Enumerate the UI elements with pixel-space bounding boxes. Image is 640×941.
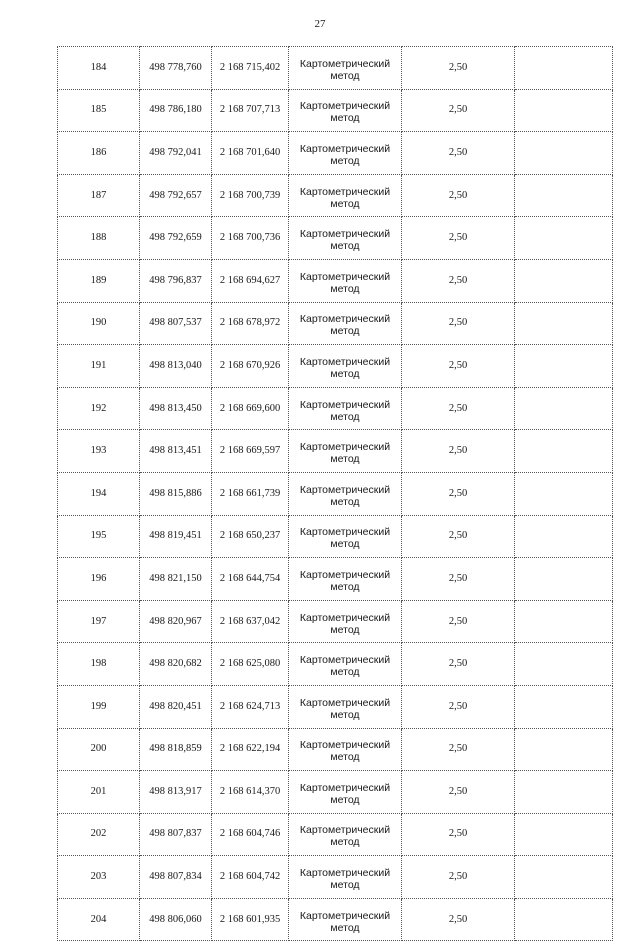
method-label-line-1: Картометрический	[299, 654, 391, 667]
method-label-line-1: Картометрический	[299, 100, 391, 113]
point-number-cell: 204	[58, 898, 140, 941]
page-number: 27	[314, 18, 326, 30]
accuracy-cell: 2,50	[402, 685, 515, 728]
x-coordinate-cell: 498 821,150	[140, 558, 212, 601]
note-cell	[515, 813, 613, 856]
method-cell	[289, 515, 402, 558]
method-cell	[289, 813, 402, 856]
table-row	[58, 600, 613, 643]
method-cell	[289, 259, 402, 302]
coordinates-table-body	[58, 47, 613, 941]
x-coordinate-cell: 498 786,180	[140, 89, 212, 132]
x-coordinate-cell: 498 820,967	[140, 600, 212, 643]
y-coordinate-cell: 2 168 601,935	[212, 898, 289, 941]
point-number-cell: 190	[58, 302, 140, 345]
method-label-line-1: Картометрический	[299, 185, 391, 198]
table-row	[58, 643, 613, 686]
method-cell	[289, 89, 402, 132]
note-cell	[515, 685, 613, 728]
accuracy-cell: 2,50	[402, 302, 515, 345]
table-row	[58, 132, 613, 175]
point-number-cell: 197	[58, 600, 140, 643]
method-label-line-2: метод	[330, 538, 360, 551]
accuracy-cell: 2,50	[402, 813, 515, 856]
table-row	[58, 472, 613, 515]
y-coordinate-cell: 2 168 669,600	[212, 387, 289, 430]
x-coordinate-cell: 498 813,040	[140, 345, 212, 388]
method-label-line-1: Картометрический	[299, 739, 391, 752]
table-row	[58, 558, 613, 601]
method-cell	[289, 472, 402, 515]
x-coordinate-cell: 498 796,837	[140, 259, 212, 302]
method-label-line-1: Картометрический	[299, 867, 391, 880]
table-row	[58, 345, 613, 388]
accuracy-cell: 2,50	[402, 387, 515, 430]
method-cell	[289, 345, 402, 388]
point-number-cell: 193	[58, 430, 140, 473]
x-coordinate-cell: 498 807,834	[140, 856, 212, 899]
method-cell	[289, 132, 402, 175]
x-coordinate-cell: 498 813,451	[140, 430, 212, 473]
y-coordinate-cell: 2 168 624,713	[212, 685, 289, 728]
table-row	[58, 217, 613, 260]
point-number-cell: 186	[58, 132, 140, 175]
method-label-line-1: Картометрический	[299, 568, 391, 581]
note-cell	[515, 515, 613, 558]
note-cell	[515, 856, 613, 899]
y-coordinate-cell: 2 168 701,640	[212, 132, 289, 175]
table-row	[58, 89, 613, 132]
method-label-line-2: метод	[330, 623, 360, 636]
method-label-line-2: метод	[330, 836, 360, 849]
y-coordinate-cell: 2 168 715,402	[212, 47, 289, 90]
method-label-line-2: метод	[330, 112, 360, 125]
method-cell	[289, 430, 402, 473]
point-number-cell: 194	[58, 472, 140, 515]
y-coordinate-cell: 2 168 669,597	[212, 430, 289, 473]
note-cell	[515, 472, 613, 515]
accuracy-cell: 2,50	[402, 558, 515, 601]
point-number-cell: 184	[58, 47, 140, 90]
point-number-cell: 195	[58, 515, 140, 558]
x-coordinate-cell: 498 820,451	[140, 685, 212, 728]
note-cell	[515, 132, 613, 175]
y-coordinate-cell: 2 168 644,754	[212, 558, 289, 601]
table-row	[58, 47, 613, 90]
point-number-cell: 188	[58, 217, 140, 260]
method-label-line-1: Картометрический	[299, 483, 391, 496]
coordinates-table	[57, 46, 613, 941]
x-coordinate-cell: 498 807,537	[140, 302, 212, 345]
method-label-line-2: метод	[330, 666, 360, 679]
x-coordinate-cell: 498 818,859	[140, 728, 212, 771]
method-label-line-2: метод	[330, 197, 360, 210]
method-cell	[289, 685, 402, 728]
accuracy-cell: 2,50	[402, 174, 515, 217]
method-label-line-1: Картометрический	[299, 355, 391, 368]
accuracy-cell: 2,50	[402, 259, 515, 302]
y-coordinate-cell: 2 168 604,746	[212, 813, 289, 856]
accuracy-cell: 2,50	[402, 47, 515, 90]
x-coordinate-cell: 498 815,886	[140, 472, 212, 515]
accuracy-cell: 2,50	[402, 472, 515, 515]
y-coordinate-cell: 2 168 625,080	[212, 643, 289, 686]
note-cell	[515, 174, 613, 217]
method-label-line-2: метод	[330, 325, 360, 338]
method-cell	[289, 643, 402, 686]
y-coordinate-cell: 2 168 700,739	[212, 174, 289, 217]
accuracy-cell: 2,50	[402, 515, 515, 558]
accuracy-cell: 2,50	[402, 132, 515, 175]
note-cell	[515, 217, 613, 260]
y-coordinate-cell: 2 168 700,736	[212, 217, 289, 260]
note-cell	[515, 558, 613, 601]
method-label-line-1: Картометрический	[299, 611, 391, 624]
method-cell	[289, 856, 402, 899]
method-label-line-1: Картометрический	[299, 228, 391, 241]
method-cell	[289, 217, 402, 260]
y-coordinate-cell: 2 168 694,627	[212, 259, 289, 302]
method-label-line-2: метод	[330, 495, 360, 508]
accuracy-cell: 2,50	[402, 898, 515, 941]
method-label-line-1: Картометрический	[299, 313, 391, 326]
note-cell	[515, 728, 613, 771]
method-label-line-1: Картометрический	[299, 696, 391, 709]
point-number-cell: 198	[58, 643, 140, 686]
note-cell	[515, 643, 613, 686]
accuracy-cell: 2,50	[402, 643, 515, 686]
point-number-cell: 202	[58, 813, 140, 856]
x-coordinate-cell: 498 806,060	[140, 898, 212, 941]
point-number-cell: 192	[58, 387, 140, 430]
note-cell	[515, 47, 613, 90]
method-label-line-2: метод	[330, 879, 360, 892]
note-cell	[515, 430, 613, 473]
x-coordinate-cell: 498 807,837	[140, 813, 212, 856]
method-label-line-1: Картометрический	[299, 909, 391, 922]
method-label-line-1: Картометрический	[299, 270, 391, 283]
method-cell	[289, 174, 402, 217]
table-row	[58, 685, 613, 728]
point-number-cell: 187	[58, 174, 140, 217]
y-coordinate-cell: 2 168 670,926	[212, 345, 289, 388]
point-number-cell: 191	[58, 345, 140, 388]
y-coordinate-cell: 2 168 678,972	[212, 302, 289, 345]
accuracy-cell: 2,50	[402, 728, 515, 771]
accuracy-cell: 2,50	[402, 345, 515, 388]
note-cell	[515, 302, 613, 345]
method-label-line-1: Картометрический	[299, 398, 391, 411]
y-coordinate-cell: 2 168 661,739	[212, 472, 289, 515]
point-number-cell: 199	[58, 685, 140, 728]
method-cell	[289, 771, 402, 814]
accuracy-cell: 2,50	[402, 600, 515, 643]
accuracy-cell: 2,50	[402, 856, 515, 899]
table-row	[58, 813, 613, 856]
method-label-line-2: метод	[330, 921, 360, 934]
y-coordinate-cell: 2 168 604,742	[212, 856, 289, 899]
method-label-line-2: метод	[330, 282, 360, 295]
note-cell	[515, 345, 613, 388]
method-label-line-1: Картометрический	[299, 57, 391, 70]
method-label-line-2: метод	[330, 708, 360, 721]
method-label-line-2: метод	[330, 453, 360, 466]
point-number-cell: 196	[58, 558, 140, 601]
x-coordinate-cell: 498 820,682	[140, 643, 212, 686]
method-label-line-2: метод	[330, 793, 360, 806]
y-coordinate-cell: 2 168 650,237	[212, 515, 289, 558]
x-coordinate-cell: 498 819,451	[140, 515, 212, 558]
table-row	[58, 515, 613, 558]
method-label-line-1: Картометрический	[299, 441, 391, 454]
method-cell	[289, 302, 402, 345]
note-cell	[515, 600, 613, 643]
method-cell	[289, 600, 402, 643]
point-number-cell: 200	[58, 728, 140, 771]
y-coordinate-cell: 2 168 637,042	[212, 600, 289, 643]
point-number-cell: 203	[58, 856, 140, 899]
table-row	[58, 174, 613, 217]
x-coordinate-cell: 498 813,450	[140, 387, 212, 430]
table-row	[58, 430, 613, 473]
accuracy-cell: 2,50	[402, 217, 515, 260]
method-cell	[289, 558, 402, 601]
method-label-line-1: Картометрический	[299, 824, 391, 837]
x-coordinate-cell: 498 813,917	[140, 771, 212, 814]
point-number-cell: 201	[58, 771, 140, 814]
accuracy-cell: 2,50	[402, 89, 515, 132]
method-label-line-2: метод	[330, 410, 360, 423]
table-row	[58, 302, 613, 345]
y-coordinate-cell: 2 168 622,194	[212, 728, 289, 771]
method-label-line-2: метод	[330, 154, 360, 167]
method-cell	[289, 47, 402, 90]
note-cell	[515, 89, 613, 132]
table-row	[58, 728, 613, 771]
table-row	[58, 856, 613, 899]
method-label-line-2: метод	[330, 367, 360, 380]
note-cell	[515, 771, 613, 814]
point-number-cell: 185	[58, 89, 140, 132]
y-coordinate-cell: 2 168 707,713	[212, 89, 289, 132]
table-row	[58, 387, 613, 430]
y-coordinate-cell: 2 168 614,370	[212, 771, 289, 814]
method-label-line-2: метод	[330, 580, 360, 593]
accuracy-cell: 2,50	[402, 771, 515, 814]
point-number-cell: 189	[58, 259, 140, 302]
method-label-line-1: Картометрический	[299, 526, 391, 539]
method-cell	[289, 387, 402, 430]
method-cell	[289, 728, 402, 771]
x-coordinate-cell: 498 792,659	[140, 217, 212, 260]
table-row	[58, 771, 613, 814]
method-label-line-1: Картометрический	[299, 142, 391, 155]
note-cell	[515, 387, 613, 430]
method-label-line-2: метод	[330, 69, 360, 82]
note-cell	[515, 259, 613, 302]
table-row	[58, 259, 613, 302]
method-label-line-2: метод	[330, 240, 360, 253]
x-coordinate-cell: 498 778,760	[140, 47, 212, 90]
x-coordinate-cell: 498 792,041	[140, 132, 212, 175]
method-label-line-1: Картометрический	[299, 781, 391, 794]
x-coordinate-cell: 498 792,657	[140, 174, 212, 217]
accuracy-cell: 2,50	[402, 430, 515, 473]
method-label-line-2: метод	[330, 751, 360, 764]
